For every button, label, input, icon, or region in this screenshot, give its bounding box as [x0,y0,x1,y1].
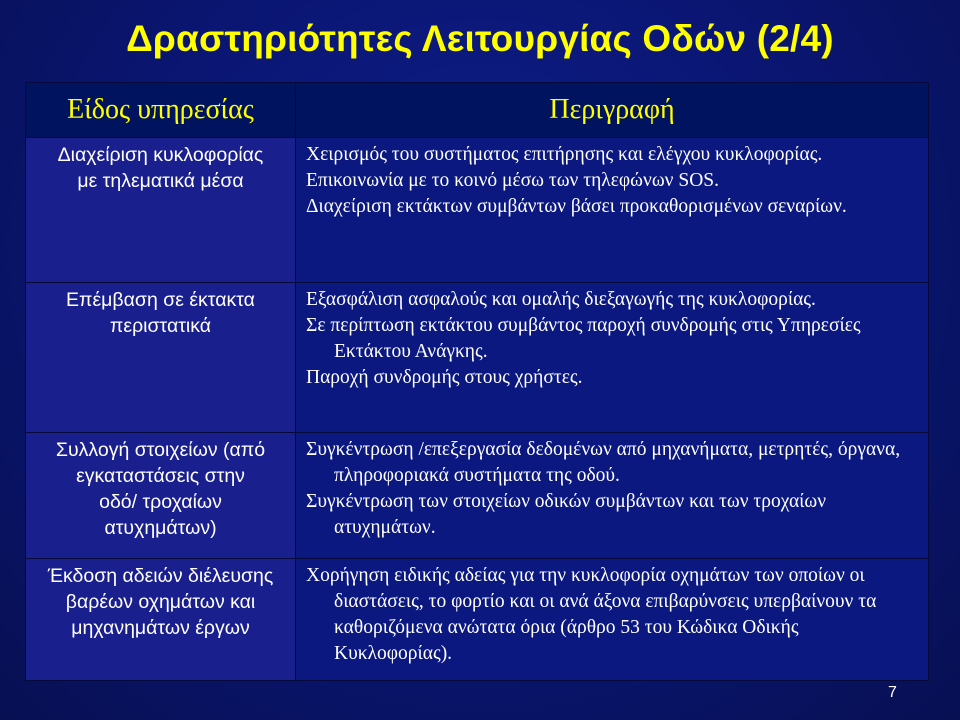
table-header-row [26,83,929,138]
description-cell [296,283,929,433]
service-line: ατυχημάτων) [104,517,217,539]
header-service-type: Είδος υπηρεσίας [26,83,296,138]
description-cell [296,559,929,681]
description-item: Διαχείριση εκτάκτων συμβάντων βάσει προκαθορισμένων σεναρίων. [306,196,847,217]
page-number: 7 [888,684,897,701]
service-cell [26,433,296,559]
description-item: Σε περίπτωση εκτάκτου συμβάντος παροχή συνδρομής στις Υπηρεσίες Εκτάκτου Ανάγκης. [306,315,861,362]
service-line: εγκαταστάσεις στην [76,465,245,487]
service-line: Συλλογή στοιχείων (από [55,439,266,461]
service-cell [26,559,296,681]
service-line: Έκδοση αδειών διέλευσης [47,565,274,587]
service-cell [26,283,296,433]
description-item: Συγκέντρωση των στοιχείων οδικών συμβάντων και των τροχαίων ατυχημάτων. [306,491,827,538]
table-row [26,283,929,433]
service-line: Επέμβαση σε έκτακτα [66,289,255,311]
service-line: οδό/ τροχαίων [99,491,222,513]
description-item: Εξασφάλιση ασφαλούς και ομαλής διεξαγωγής της κυκλοφορίας. [306,289,816,310]
description-item: Συγκέντρωση /επεξεργασία δεδομένων από μηχανήματα, μετρητές, όργανα, πληροφοριακά συστήματα της οδού. [306,439,901,486]
service-line: βαρέων οχημάτων και [65,591,256,613]
header-description: Περιγραφή [296,83,929,138]
description-cell [296,138,929,283]
table-row [26,433,929,559]
service-line: μηχανημάτων έργων [71,617,250,639]
slide-title: Δραστηριότητες Λειτουργίας Οδών (2/4) [126,18,834,59]
services-table [25,82,929,681]
description-cell [296,433,929,559]
service-line: με τηλεματικά μέσα [77,170,244,192]
description-item: Επικοινωνία με το κοινό μέσω των τηλεφώνων SOS. [306,170,720,191]
description-item: Παροχή συνδρομής στους χρήστες. [306,367,583,388]
table-row [26,138,929,283]
service-line: περιστατικά [109,315,212,337]
description-item: Χορήγηση ειδικής αδείας για την κυκλοφορία οχημάτων των οποίων οι διαστάσεις, το φορτίο και οι ανά άξονα επιβαρύνσεις υπερβαίνουν τα καθοριζόμενα ανώτατα όρια (άρθρο 53 του Κώδικα Οδικής Κυκλοφορίας). [306,565,877,664]
service-cell [26,138,296,283]
service-line: Διαχείριση κυκλοφορίας [57,144,264,166]
description-item: Χειρισμός του συστήματος επιτήρησης και ελέγχου κυκλοφορίας. [306,144,823,165]
table-row [26,559,929,681]
